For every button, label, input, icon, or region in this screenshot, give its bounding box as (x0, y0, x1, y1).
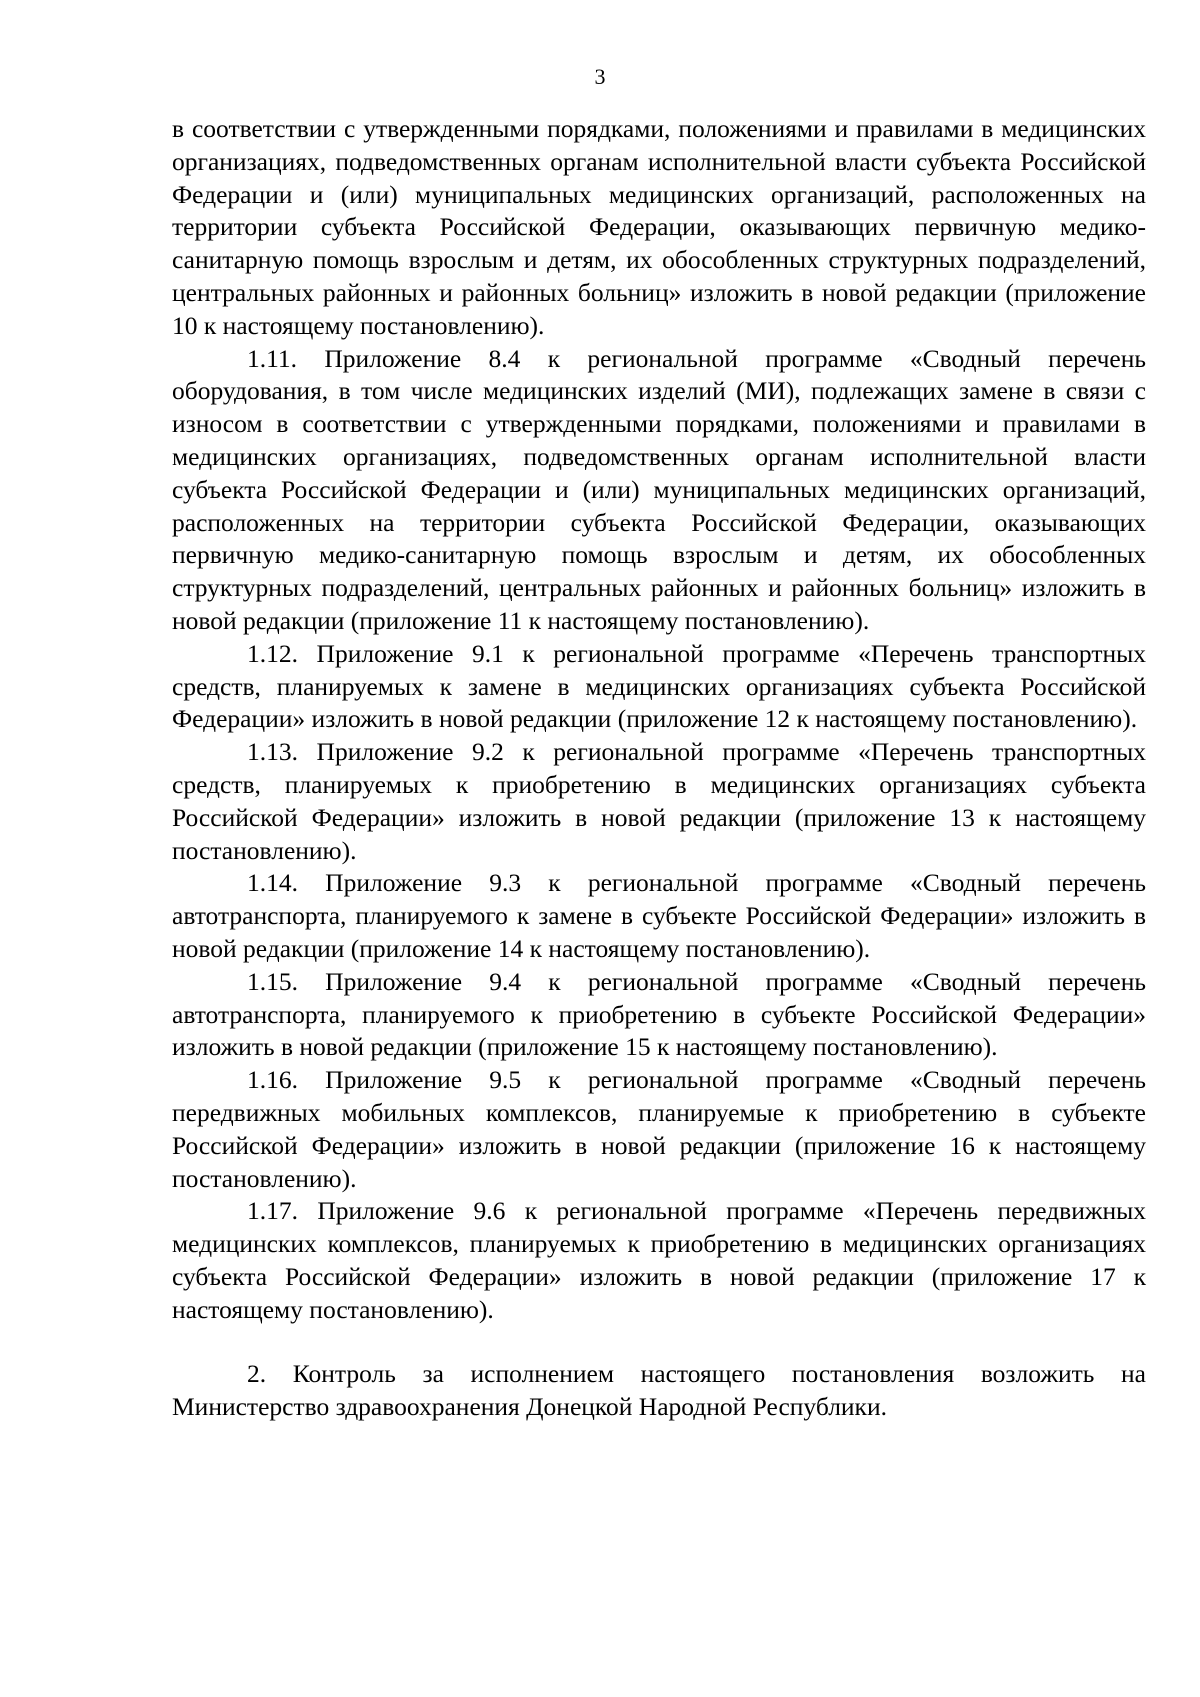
paragraph-1-11: 1.11. Приложение 8.4 к региональной программе «Сводный перечень оборудования, в том числе медицинских изделий (МИ), подлежащих замене в связи с износом в соответствии с утвержденными порядками, положениями и правилами в медицинских организациях, подведомственных органам исполнительной власти субъекта Российской Федерации и (или) муниципальных медицинских организаций, расположенных на территории субъекта Российской Федерации, оказывающих первичную медико-санитарную помощь взрослым и детям, их обособленных структурных подразделений, центральных районных и районных больниц» изложить в новой редакции (приложение 11 к настоящему постановлению). (172, 343, 1146, 635)
paragraph-1-17: 1.17. Приложение 9.6 к региональной программе «Перечень передвижных медицинских комплексов, планируемых к приобретению в медицинских организациях субъекта Российской Федерации» изложить в новой редакции (приложение 17 к настоящему постановлению). (172, 1196, 1146, 1324)
paragraph-1-12: 1.12. Приложение 9.1 к региональной программе «Перечень транспортных средств, планируемых к замене в медицинских организациях субъекта Российской Федерации» изложить в новой редакции (приложение 12 к настоящему постановлению). (172, 638, 1146, 734)
paragraph-1-13: 1.13. Приложение 9.2 к региональной программе «Перечень транспортных средств, планируемых к приобретению в медицинских организациях субъекта Российской Федерации» изложить в новой редакции (приложение 13 к настоящему постановлению). (172, 737, 1146, 865)
paragraph-1-15: 1.15. Приложение 9.4 к региональной программе «Сводный перечень автотранспорта, планируемого к приобретению в субъекте Российской Федерации» изложить в новой редакции (приложение 15 к настоящему постановлению). (172, 966, 1146, 1062)
paragraph-continuation: в соответствии с утвержденными порядками, положениями и правилами в медицинских организациях, подведомственных органам исполнительной власти субъекта Российской Федерации и (или) муниципальных медицинских организаций, расположенных на территории субъекта Российской Федерации, оказывающих первичную медико-санитарную помощь взрослым и детям, их обособленных структурных подразделений, центральных районных и районных больниц» изложить в новой редакции (приложение 10 к настоящему постановлению). (172, 114, 1146, 340)
paragraph-1-16: 1.16. Приложение 9.5 к региональной программе «Сводный перечень передвижных мобильных комплексов, планируемые к приобретению в субъекте Российской Федерации» изложить в новой редакции (приложение 16 к настоящему постановлению). (172, 1065, 1146, 1193)
paragraph-2-control: 2. Контроль за исполнением настоящего постановления возложить на Министерство здравоохранения Донецкой Народной Республики. (172, 1359, 1146, 1422)
paragraph-1-14: 1.14. Приложение 9.3 к региональной программе «Сводный перечень автотранспорта, планируемого к замене в субъекте Российской Федерации» изложить в новой редакции (приложение 14 к настоящему постановлению). (172, 868, 1146, 963)
document-body (172, 113, 1146, 1424)
page-number: 3 (594, 64, 606, 89)
